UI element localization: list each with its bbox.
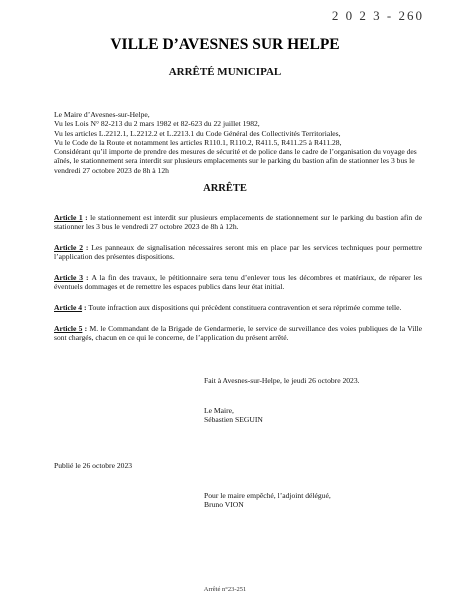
deputy-name: Bruno VION (204, 500, 244, 510)
article-text: A la fin des travaux, le pétitionnaire sera tenu d’enlever tous les décombres et matériaux, de réparer les éventuels dommages et de remettre les espaces publics dans leur état initial. (54, 273, 422, 292)
preamble-line: Vu les articles L.2212.1, L.2212.2 et L.2213.1 du Code Général des Collectivités Territoriales, (54, 128, 341, 138)
article-label: Article 2 (54, 243, 84, 253)
article-text: M. le Commandant de la Brigade de Gendarmerie, le service de surveillance des voies publiques de la Ville sont chargés, chacun en ce qui le concerne, de l’application du présent arrêté. (54, 324, 422, 343)
article-4: Article 4 : Toute infraction aux dispositions qui précèdent constituera contravention et sera réprimée comme telle. (54, 303, 402, 313)
document-title: VILLE D’AVESNES SUR HELPE (110, 36, 340, 53)
article-text: Toute infraction aux dispositions qui précèdent constituera contravention et sera réprimée comme telle. (88, 303, 402, 313)
article-label: Article 4 (54, 303, 83, 313)
document-subtitle: ARRÊTÉ MUNICIPAL (168, 66, 282, 78)
article-label: Article 5 (54, 324, 83, 334)
publication-date: Publié le 26 octobre 2023 (54, 461, 133, 470)
preamble-line: Considérant qu’il importe de prendre des mesures de sécurité et de police dans le cadre de l’organisation du voyage des aînés, le stationnement sera interdit sur plusieurs emplacements sur le parking du bastion afin de stationner les 3 bus le vendredi 27 octobre 2023 de 8h à 12h (54, 147, 417, 175)
preamble-line: Vu le Code de la Route et notamment les articles R110.1, R110.2, R411.5, R411.25 à R411.28, (54, 137, 342, 147)
made-at: Fait à Avesnes-sur-Helpe, le jeudi 26 octobre 2023. (204, 376, 360, 385)
footer-reference: Arrêté n°23-251 (203, 586, 247, 593)
reference-number: 2 0 2 3 - 260 (331, 8, 424, 23)
article-label: Article 3 (54, 273, 84, 283)
article-5: Article 5 : M. le Commandant de la Brigade de Gendarmerie, le service de surveillance des voies publiques de la Ville sont chargés, chacun en ce qui le concerne, de l’application du présent arrêté. (54, 324, 422, 343)
mayor-name: Sébastien SEGUIN (204, 415, 263, 425)
preamble-line: Vu les Lois N° 82-213 du 2 mars 1982 et 82-623 du 22 juillet 1982, (54, 119, 260, 129)
article-1: Article 1 : le stationnement est interdit sur plusieurs emplacements de stationnement sur le parking du bastion afin de stationner les 3 bus le vendredi 27 octobre 2023 de 8h à 12h. (54, 213, 423, 232)
deputy-signature (204, 491, 331, 510)
decree-heading: ARRÊTE (203, 183, 247, 194)
mayor-signature (204, 406, 263, 425)
article-text: Les panneaux de signalisation nécessaires seront mis en place par les services techniques pour permettre l’application des présentes dispositions. (54, 243, 422, 262)
article-2: Article 2 : Les panneaux de signalisation nécessaires seront mis en place par les services techniques pour permettre l’application des présentes dispositions. (54, 243, 422, 262)
preamble (54, 110, 422, 175)
made-at-line (204, 376, 360, 385)
article-label: Article 1 (54, 213, 83, 222)
deputy-line: Pour le maire empêché, l’adjoint délégué, (204, 491, 331, 500)
mayor-title: Le Maire, (204, 406, 234, 415)
preamble-line: Le Maire d’Avesnes-sur-Helpe, (54, 110, 150, 119)
articles (54, 213, 422, 354)
article-3: Article 3 : A la fin des travaux, le pétitionnaire sera tenu d’enlever tous les décombres et matériaux, de réparer les éventuels dommages et de remettre les espaces publics dans leur état initial. (54, 273, 422, 292)
article-text: le stationnement est interdit sur plusieurs emplacements de stationnement sur le parking du bastion afin de stationner les 3 bus le vendredi 27 octobre 2023 de 8h à 12h. (54, 213, 423, 232)
